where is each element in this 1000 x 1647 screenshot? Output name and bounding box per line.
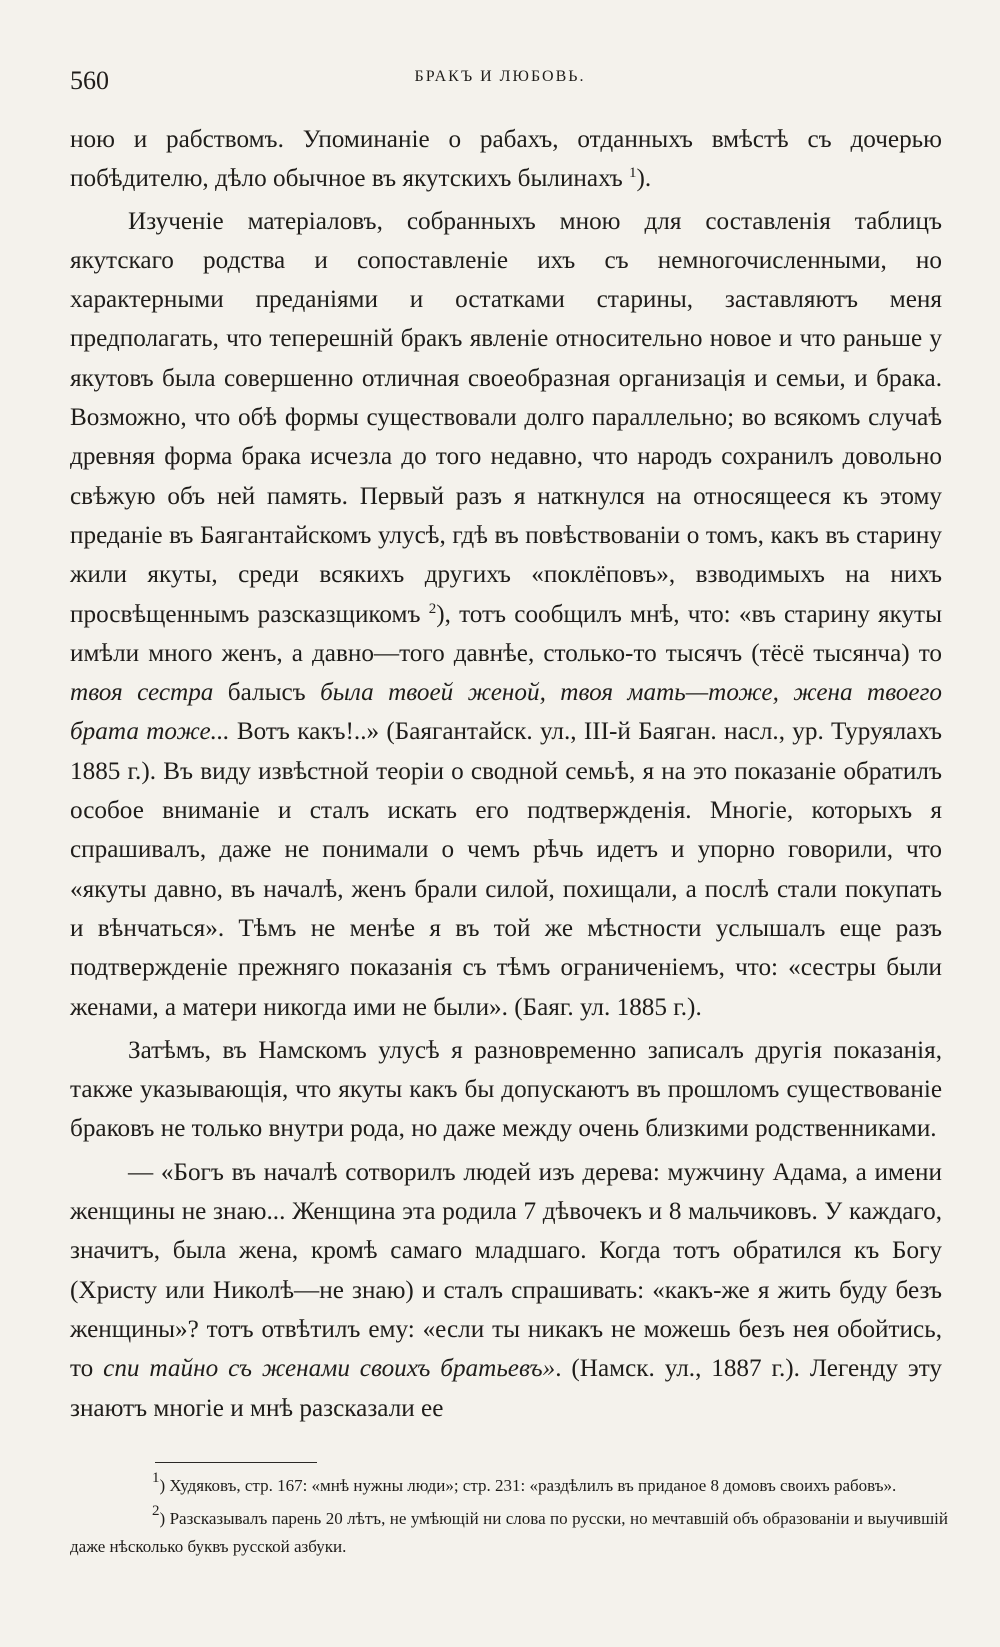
footnote-2: $^2$) Разсказывалъ парень 20 лѣтъ, не умѣющій ни слова по русски, но мечтавшій объ образованіи и выучившій даже нѣсколько буквъ русской азбуки.: [70, 1503, 948, 1556]
paragraph-1: ною и рабствомъ. Упоминаніе о рабахъ, отданныхъ вмѣстѣ съ дочерью побѣдителю, дѣло обычное въ якутскихъ былинахъ $^1$).: [70, 126, 942, 193]
paragraph-2: Изученіе матеріаловъ, собранныхъ мною для составленія таблицъ якутскаго родства и сопоставленіе ихъ съ немногочисленными, но характерными преданіями и остатками старины, заставляютъ меня предполагать, что теперешній бракъ явленіе относительно новое и что раньше у якутовъ была совершенно отличная своеобразная организація и семьи, и брака. Возможно, что обѣ формы существовали долго параллельно; во всякомъ случаѣ древняя форма брака исчезла до того недавно, что народъ сохранилъ довольно свѣжую объ ней память. Первый разъ я наткнулся на относящееся къ этому преданіе въ Баягантайскомъ улусѣ, гдѣ въ повѣствованіи о томъ, какъ въ старину жили якуты, среди всякихъ другихъ «поклёповъ», взводимыхъ на нихъ просвѣщеннымъ разсказщикомъ $^2$), тотъ сообщилъ мнѣ, что: «въ старину якуты имѣли много женъ, а давно—того давнѣе, столько-то тысячъ (тёсё тысянча) то твоя сестра балысъ была твоей женой, твоя мать—тоже, жена твоего брата тоже... Вотъ какъ!..» (Баягантайск. ул., III-й Баяган. насл., ур. Туруялахъ 1885 г.). Въ виду извѣстной теоріи о сводной семьѣ, я на это показаніе обратилъ особое вниманіе и сталъ искать его подтвержденія. Многіе, которыхъ я спрашивалъ, даже не понимали о чемъ рѣчь идетъ и упорно говорили, что «якуты давно, въ началѣ, женъ брали силой, похищали, а послѣ стали покупать и вѣнчаться». Тѣмъ не менѣе я въ той же мѣстности услышалъ еще разъ подтвержденіе прежняго показанія съ тѣмъ ограниченіемъ, что: «сестры были женами, а матери никогда ими не были». (Баяг. ул. 1885 г.).: [70, 207, 942, 1021]
footnote-divider: [155, 1462, 317, 1463]
body-text: [70, 120, 942, 1431]
page-number: 560: [70, 66, 109, 95]
footnote-ref-2: 2: [428, 600, 437, 617]
running-title: БРАКЪ И ЛЮБОВЬ.: [414, 68, 586, 85]
paragraph-4: — «Богъ въ началѣ сотворилъ людей изъ дерева: мужчину Адама, а имени женщины не знаю... Женщина эта родила 7 дѣвочекъ и 8 мальчиковъ. У каждаго, значитъ, была жена, кромѣ самаго младшаго. Когда тотъ обратился къ Богу (Христу или Николѣ—не знаю) и сталъ спрашивать: «какъ-же я жить буду безъ женщины»? тотъ отвѣтилъ ему: «если ты никакъ не можешь безъ нея обойтись, то спи тайно съ женами своихъ братьевъ». (Намск. ул., 1887 г.). Легенду эту знаютъ многіе и мнѣ разсказали ее: [70, 1158, 942, 1422]
paragraph-3: Затѣмъ, въ Намскомъ улусѣ я разновременно записалъ другія показанія, также указывающія, что якуты какъ бы допускаютъ въ прошломъ существованіе браковъ не только внутри рода, но даже между очень близкими родственниками.: [70, 1036, 942, 1143]
footnote-ref-1: 1: [629, 165, 637, 182]
footnotes: [70, 1472, 948, 1566]
footnote-1: $^1$) Худяковъ, стр. 167: «мнѣ нужны люди»; стр. 231: «раздѣлилъ въ приданое 8 домовъ своихъ рабовъ».: [152, 1470, 897, 1495]
